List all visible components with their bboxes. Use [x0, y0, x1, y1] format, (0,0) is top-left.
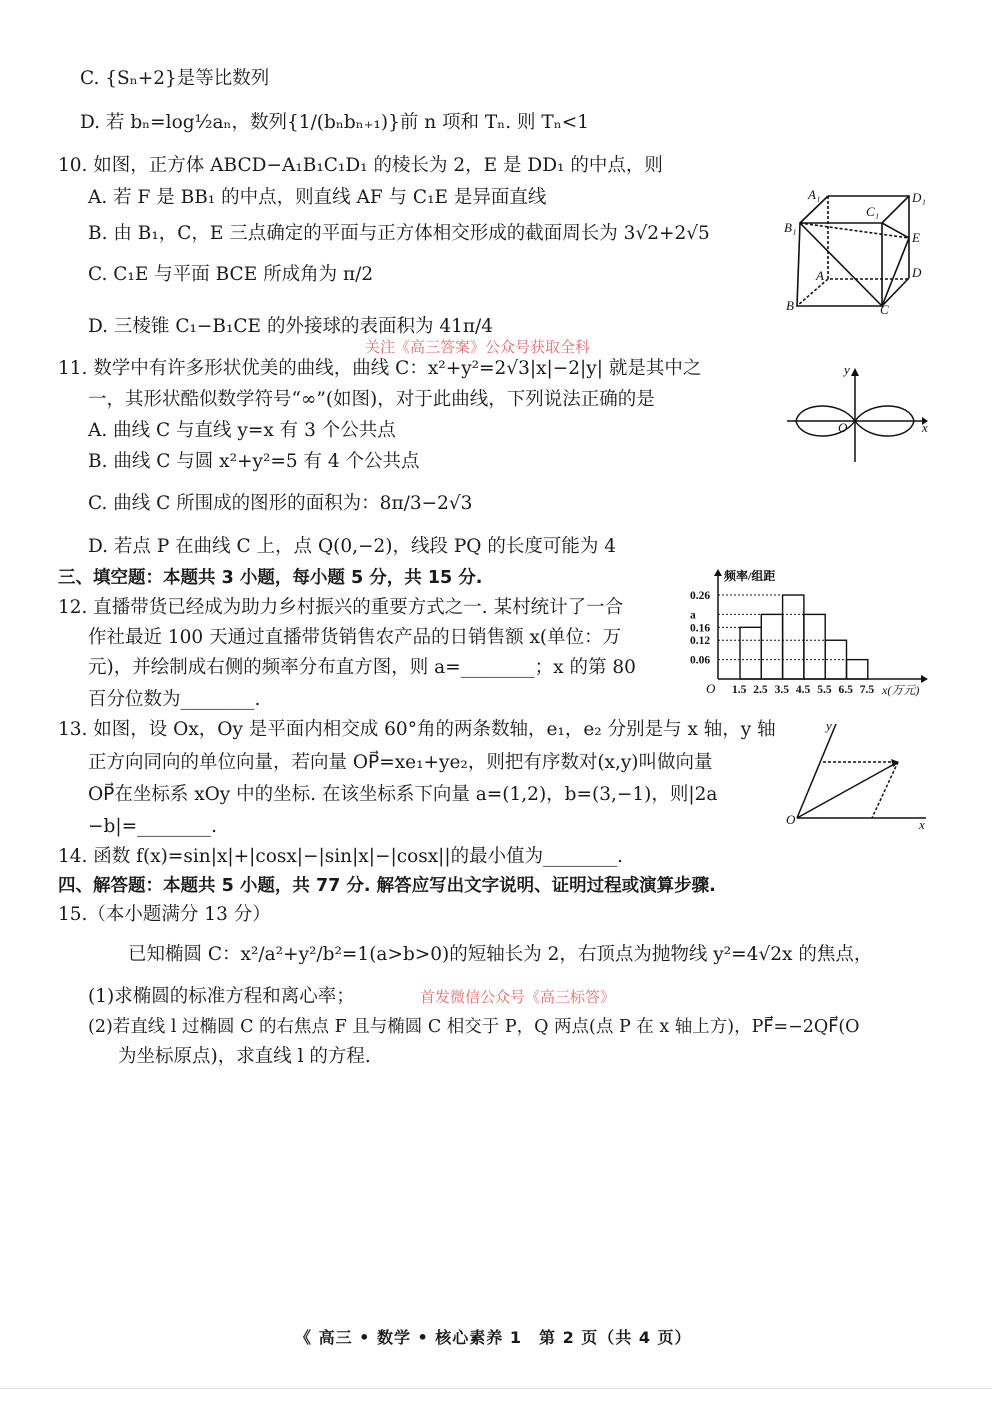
q10-option-d: D. 三棱锥 C₁−B₁CE 的外接球的表面积为 41π/4 — [88, 316, 494, 337]
hist-bar — [804, 614, 825, 679]
q9-option-d: D. 若 bₙ=log½aₙ，数列{1/(bₙbₙ₊₁)}前 n 项和 Tₙ. 则 Tₙ<1 — [80, 112, 590, 133]
q13-line4: −b|=________. — [88, 816, 217, 837]
q9-option-c: C. {Sₙ+2}是等比数列 — [80, 68, 270, 89]
q12-line4: 百分位数为________. — [88, 689, 261, 710]
q15-stem: 已知椭圆 C：x²/a²+y²/b²=1(a>b>0)的短轴长为 2，右顶点为抛物线 y²=4√2x 的焦点， — [128, 944, 873, 965]
q13-line1: 13. 如图，设 Ox，Oy 是平面内相交成 60°角的两条数轴，e₁，e₂ 分别是与 x 轴，y 轴 — [58, 719, 776, 740]
hist-x-arrow — [921, 675, 928, 683]
q11-stem-line1: 11. 数学中有许多形状优美的曲线，曲线 C：x²+y²=2√3|x|−2|y| 就是其中之 — [58, 358, 702, 379]
hist-x-tick-label: 1.5 — [732, 684, 747, 696]
hist-x-tick-label: 3.5 — [774, 684, 789, 696]
label-a: A — [816, 268, 824, 283]
hist-ylabel: 频率/组距 — [724, 569, 776, 583]
section-4-heading: 四、解答题：本题共 5 小题，共 77 分. 解答应写出文字说明、证明过程或演算步骤. — [58, 876, 716, 896]
label-c1: C₁ — [866, 204, 880, 219]
hist-y-tick-label: 0.26 — [690, 590, 711, 603]
hist-y-tick-label: 0.12 — [690, 635, 711, 648]
q12-line3: 元)，并绘制成右侧的频率分布直方图，则 a=________；x 的第 80 — [88, 657, 636, 678]
section-3-heading: 三、填空题：本题共 3 小题，每小题 5 分，共 15 分. — [58, 568, 483, 588]
q12-line2: 作社最近 100 天通过直播带货销售农产品的日销售额 x(单位：万 — [88, 627, 622, 648]
q11-option-c: C. 曲线 C 所围成的图形的面积为：8π/3−2√3 — [88, 493, 473, 514]
hist-bar — [761, 614, 782, 679]
hist-x-tick-label: 7.5 — [859, 684, 875, 696]
hist-bar — [847, 660, 868, 679]
label-c: C — [880, 302, 889, 317]
q11-option-d: D. 若点 P 在曲线 C 上，点 Q(0,−2)，线段 PQ 的长度可能为 4 — [88, 536, 616, 557]
scan-edge-divider — [0, 1388, 992, 1389]
q10-option-a: A. 若 F 是 BB₁ 的中点，则直线 AF 与 C₁E 是异面直线 — [88, 187, 547, 208]
q15-part1: (1)求椭圆的标准方程和离心率； — [88, 986, 355, 1007]
q15-header: 15.（本小题满分 13 分） — [58, 904, 271, 925]
label-a1: A₁ — [808, 187, 821, 202]
hist-y-arrow — [714, 569, 722, 576]
hist-y-tick-label: a — [690, 609, 696, 622]
hist-x-tick-label: 5.5 — [817, 684, 832, 696]
watermark-top: 关注《高三答案》公众号获取全科 — [365, 338, 591, 356]
q13-line2: 正方向同向的单位向量，若向量 OP⃗=xe₁+ye₂，则把有序数对(x,y)叫做向量 — [88, 752, 713, 773]
q10-option-b: B. 由 B₁，C，E 三点确定的平面与正方体相交形成的截面周长为 3√2+2√5 — [88, 223, 710, 244]
label-e: E — [912, 230, 920, 245]
curve-label-x: x — [922, 420, 928, 435]
hist-x-tick-label: 4.5 — [795, 684, 811, 696]
page-footer: 《 高三 • 数学 • 核心素养 1 第 2 页（共 4 页） — [295, 1328, 692, 1347]
q11-stem-line2: 一，其形状酷似数学符号“∞”(如图)，对于此曲线，下列说法正确的是 — [88, 389, 655, 410]
oblique-label-x: x — [919, 817, 925, 832]
q12-line1: 12. 直播带货已经成为助力乡村振兴的重要方式之一. 某村统计了一合 — [58, 597, 624, 618]
label-b1: B₁ — [784, 220, 797, 235]
hist-y-tick-label: 0.16 — [690, 622, 711, 635]
hist-bar — [740, 627, 761, 679]
hist-xlabel: x(万元) — [882, 683, 920, 697]
curve-label-o: O — [838, 420, 848, 435]
label-b: B — [786, 298, 794, 313]
watermark-bottom: 首发微信公众号《高三标答》 — [420, 988, 616, 1006]
q10-option-c: C. C₁E 与平面 BCE 所成角为 π/2 — [88, 264, 374, 285]
hist-x-tick-label: 6.5 — [838, 684, 853, 696]
q13-line3: OP⃗在坐标系 xOy 中的坐标. 在该坐标系下向量 a=(1,2)，b=(3,−1)，则|2a — [88, 784, 718, 805]
curve-label-y: y — [844, 362, 850, 377]
q10-stem: 10. 如图，正方体 ABCD−A₁B₁C₁D₁ 的棱长为 2，E 是 DD₁ 的中点，则 — [58, 155, 663, 176]
hist-bar — [783, 595, 804, 679]
label-d: D — [912, 265, 922, 280]
oblique-label-o: O — [786, 812, 796, 827]
hist-x-tick-label: 2.5 — [753, 684, 768, 696]
label-d1: D₁ — [912, 190, 926, 205]
oblique-label-y: y — [826, 718, 832, 733]
q11-option-b: B. 曲线 C 与圆 x²+y²=5 有 4 个公共点 — [88, 451, 420, 472]
hist-y-tick-label: 0.06 — [690, 654, 711, 667]
q14: 14. 函数 f(x)=sin|x|+|cosx|−|sin|x|−|cosx||的最小值为________. — [58, 846, 623, 867]
q15-part2-line1: (2)若直线 l 过椭圆 C 的右焦点 F 且与椭圆 C 相交于 P，Q 两点(点 P 在 x 轴上方)，PF⃗=−2QF⃗(O — [88, 1017, 860, 1037]
hist-origin: O — [706, 681, 716, 696]
q11-option-a: A. 曲线 C 与直线 y=x 有 3 个公共点 — [88, 420, 396, 441]
q15-part2-line2: 为坐标原点)，求直线 l 的方程. — [118, 1046, 371, 1067]
